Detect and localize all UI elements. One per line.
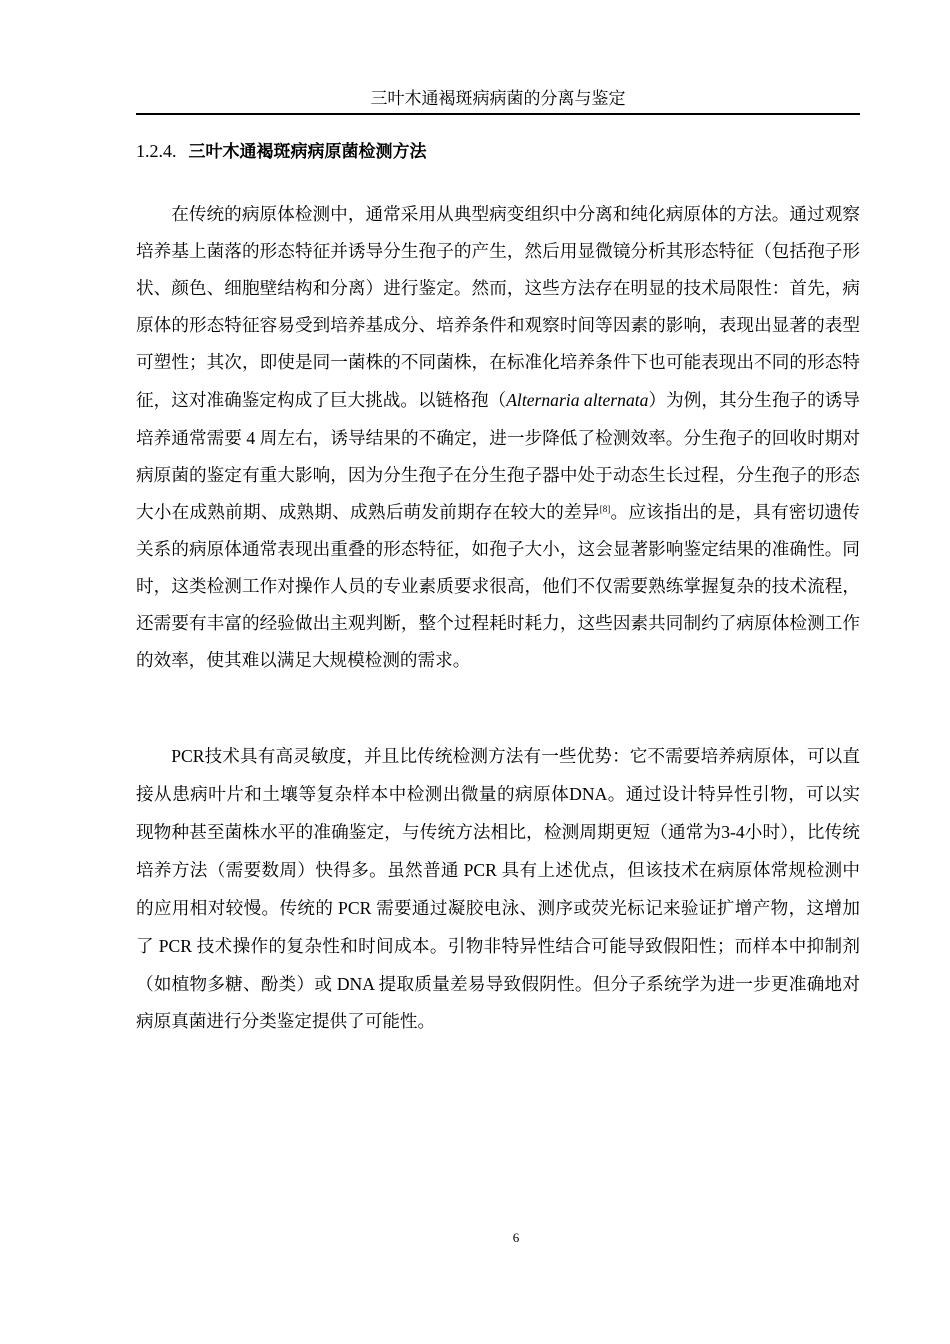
paragraph-text: 小时），比传统培养方法（需要数周）快得多。虽然普通 [136, 823, 860, 881]
paragraph-text: ）为例，其分生孢子的诱导培养通常需要 [136, 391, 860, 449]
paragraph-text: 提取质量差易导致假阴性。但分子系统学为进一步更准确地对病原真菌进行分类鉴定提供了可能性。 [136, 975, 860, 1032]
paragraph-text: 技术操作的复杂性和时间成本。引物非特异性结合可能导致假阳性；而样本中抑制剂（如植物多糖、酚类）或 [136, 937, 860, 995]
citation-ref[interactable]: [8] [599, 504, 611, 514]
term-pcr: PCR [171, 746, 205, 766]
paragraph-traditional-detection [136, 197, 860, 680]
species-name: Alternaria alternata [506, 390, 649, 410]
paragraph-text: 。应该指出的是，具有密切遗传关系的病原体通常表现出重叠的形态特征，如孢子大小，这会显著影响鉴定结果的准确性。同时，这类检测工作对操作人员的专业素质要求很高，他们不仅需要熟练掌握复杂的技术流程，还需要有丰富的经验做出主观判断，整个过程耗时耗力，这些因素共同制约了病原体检测工作的效率，使其难以满足大规模检测的需求。 [136, 503, 860, 671]
running-header: 三叶木通褐斑病病菌的分离与鉴定 [370, 89, 626, 109]
week-count: 4 [246, 428, 256, 448]
paragraph-text: 周左右，诱导结果的不确定，进一步降低了检测效率。分生孢子的回收时期对病原菌的鉴定有重大影响，因为分生孢子在分生孢子器中处于动态生长过程，分生孢子的形态大小在成熟前期、成熟期、成熟后萌发前期存在较大的差异 [136, 429, 860, 523]
paragraph-text: 具有上述优点，但该技术在病原体常规检测中的应用相对较慢。传统的 [136, 861, 860, 919]
section-number: 1.2.4. [136, 141, 177, 161]
term-pcr: PCR [158, 936, 192, 956]
page-number: 6 [512, 1230, 520, 1245]
hours-range: 3-4 [721, 822, 745, 842]
section-title: 三叶木通褐斑病病原菌检测方法 [188, 142, 427, 162]
section-heading [136, 140, 427, 163]
paragraph-text: 技术具有高灵敏度，并且比传统检测方法有一些优势：它不需要培养病原体，可以直接从患病叶片和土壤等复杂样本中检测出微量的病原体 [136, 747, 860, 805]
paragraph-pcr-detection [136, 738, 860, 1041]
paragraph-text: 需要通过凝胶电泳、测序或荧光标记来验证扩增产物，这增加了 [136, 899, 860, 957]
paragraph-text: 。通过设计特异性引物，可以实现物种甚至菌株水平的准确鉴定，与传统方法相比，检测周期更短（通常为 [136, 785, 860, 843]
term-pcr: PCR [338, 898, 372, 918]
term-dna: DNA [569, 784, 608, 804]
header-rule [136, 113, 860, 115]
paragraph-text: 在传统的病原体检测中，通常采用从典型病变组织中分离和纯化病原体的方法。通过观察培养基上菌落的形态特征并诱导分生孢子的产生，然后用显微镜分析其形态特征（包括孢子形状、颜色、细胞壁结构和分离）进行鉴定。然而，这些方法存在明显的技术局限性：首先，病原体的形态特征容易受到培养基成分、培养条件和观察时间等因素的影响，表现出显著的表型可塑性；其次，即使是同一菌株的不同菌株，在标准化培养条件下也可能表现出不同的形态特征，这对准确鉴定构成了巨大挑战。以链格孢（ [136, 205, 860, 411]
term-dna: DNA [336, 974, 374, 994]
term-pcr: PCR [463, 860, 497, 880]
